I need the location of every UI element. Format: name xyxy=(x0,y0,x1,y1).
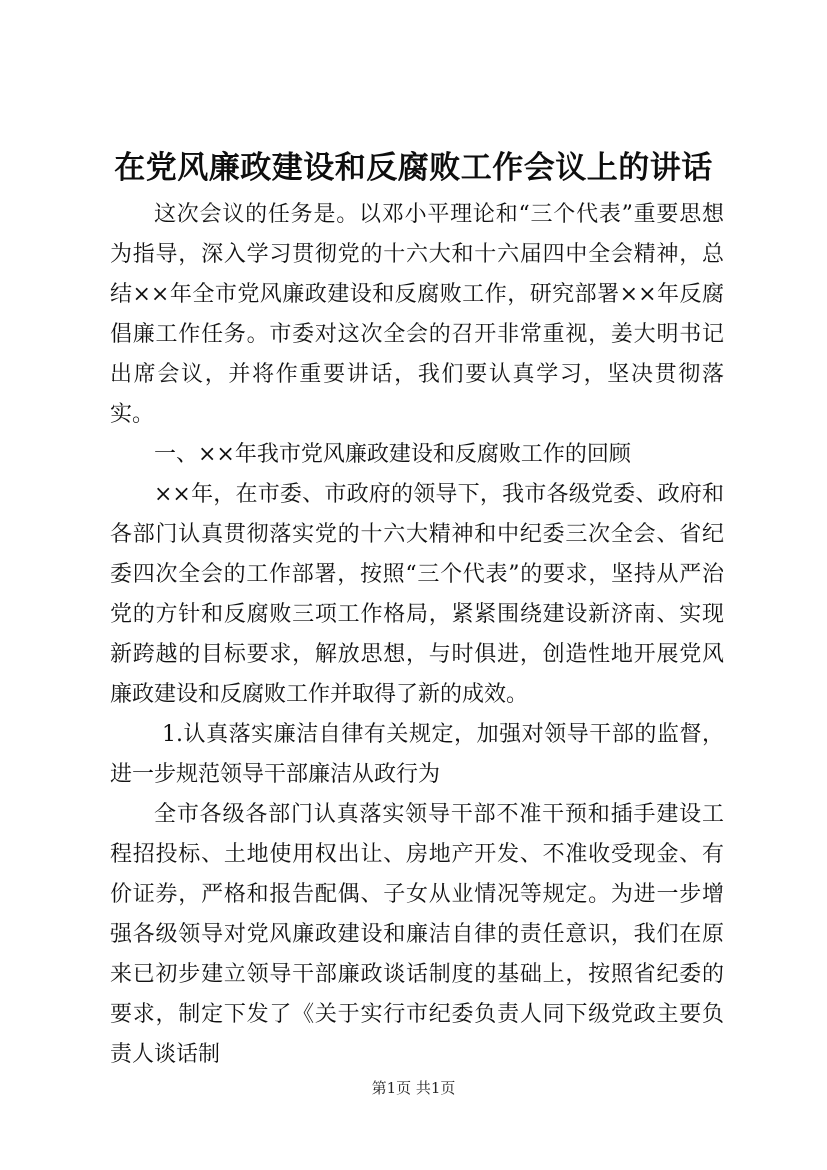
page-footer: 第1页 共1页 xyxy=(371,1079,456,1097)
paragraph-review: ××年，在市委、市政府的领导下，我市各级党委、政府和各部门认真贯彻落实党的十六大精神和中纪委三次全会、省纪委四次全会的工作部署，按照“三个代表”的要求，坚持从严治党的方针和反腐败三项工作格局，紧紧围绕建设新济南、实现新跨越的目标要求，解放思想，与时俱进，创造性地开展党风廉政建设和反腐败工作并取得了新的成效。 xyxy=(110,482,724,707)
paragraph-subsection-1: 全市各级各部门认真落实领导干部不准干预和插手建设工程招投标、土地使用权出让、房地产开发、不准收受现金、有价证券，严格和报告配偶、子女从业情况等规定。为进一步增强各级领导对党风廉政建设和廉洁自律的责任意识，我们在原来已初步建立领导干部廉政谈话制度的基础上，按照省纪委的要求，制定下发了《关于实行市纪委负责人同下级党政主要负责人谈话制 xyxy=(110,802,724,1067)
subsection-heading-1: 1.认真落实廉洁自律有关规定，加强对领导干部的监督，进一步规范领导干部廉洁从政行为 xyxy=(110,722,724,787)
paragraph-intro: 这次会议的任务是。以邓小平理论和“三个代表”重要思想为指导，深入学习贯彻党的十六大和十六届四中全会精神，总结××年全市党风廉政建设和反腐败工作，研究部署××年反腐倡廉工作任务。市委对这次全会的召开非常重视，姜大明书记出席会议，并将作重要讲话，我们要认真学习，坚决贯彻落实。 xyxy=(110,202,724,427)
section-heading-review: 一、××年我市党风廉政建设和反腐败工作的回顾 xyxy=(154,442,631,467)
document-body xyxy=(110,195,724,1075)
document-title: 在党风廉政建设和反腐败工作会议上的讲话 xyxy=(114,150,713,186)
